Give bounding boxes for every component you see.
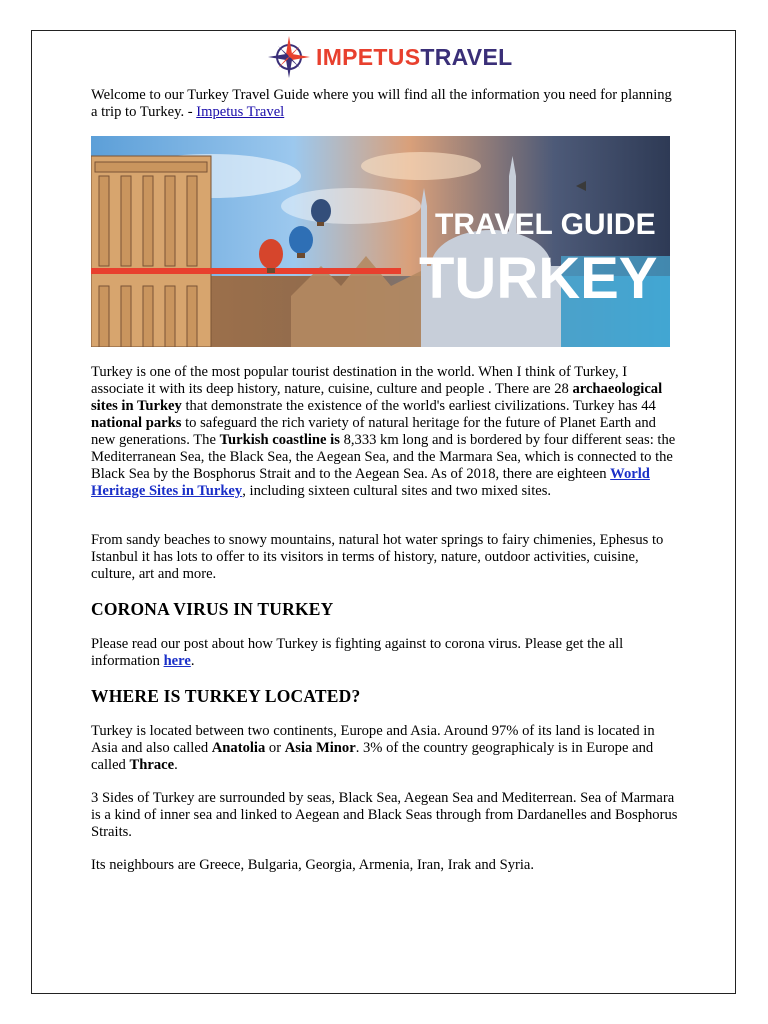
neighbours-paragraph: Its neighbours are Greece, Bulgaria, Georgia, Armenia, Iran, Irak and Syria. bbox=[91, 857, 535, 873]
overview-text-3: to safeguard the rich variety of natural heritage for the future of Planet Earth and new generations. The bbox=[91, 415, 656, 448]
banner-title-line1: TRAVEL GUIDE bbox=[435, 208, 656, 241]
brand-name-part2: TRAVEL bbox=[420, 43, 513, 70]
location-heading: WHERE IS TURKEY LOCATED? bbox=[91, 686, 361, 706]
corona-heading: CORONA VIRUS IN TURKEY bbox=[91, 599, 334, 619]
overview-text-1: Turkey is one of the most popular tourist destination in the world. When I think of Turkey, I associate it with its deep history, nature, cuisine, culture and people . There are 28 bbox=[91, 364, 628, 397]
coastline-bold: Turkish coastline is bbox=[219, 432, 340, 448]
corona-paragraph bbox=[91, 636, 681, 670]
intro-paragraph bbox=[91, 87, 681, 121]
impetus-travel-link[interactable]: Impetus Travel bbox=[196, 104, 285, 120]
world-heritage-link[interactable]: World Heritage Sites in Turkey bbox=[91, 466, 650, 499]
national-parks-bold: national parks bbox=[91, 415, 182, 431]
brand-name-part1: IMPETUS bbox=[316, 43, 421, 70]
location-text-4: . bbox=[174, 757, 178, 773]
corona-end: . bbox=[190, 653, 195, 669]
compass-star-icon bbox=[268, 36, 310, 78]
asia-minor-bold: Asia Minor bbox=[284, 740, 356, 756]
location-paragraph bbox=[91, 723, 681, 774]
corona-here-link[interactable]: here bbox=[163, 653, 191, 669]
anatolia-bold: Anatolia bbox=[211, 740, 266, 756]
overview-paragraph bbox=[91, 364, 681, 500]
highlights-paragraph: From sandy beaches to snowy mountains, natural hot water springs to fairy chimenies, Ephesus to Istanbul it has lots to offer to its visitors in terms of history, nature, outdoor activities, cuisine, culture, art and more. bbox=[91, 532, 664, 582]
brand-name bbox=[316, 44, 512, 71]
brand-logo[interactable] bbox=[268, 35, 512, 79]
travel-guide-banner bbox=[91, 136, 670, 347]
thrace-bold: Thrace bbox=[129, 757, 175, 773]
location-text-2: or bbox=[265, 740, 285, 756]
intro-text: Welcome to our Turkey Travel Guide where you will find all the information you need for planning a trip to Turkey. - bbox=[91, 87, 672, 120]
location-text-3: . 3% of the country geographicaly is in Europe and called bbox=[91, 740, 654, 773]
banner-title-line2: TURKEY bbox=[419, 246, 658, 311]
location-text-1: Turkey is located between two continents, Europe and Asia. Around 97% of its land is located in Asia and also called bbox=[91, 723, 655, 756]
banner-image bbox=[91, 136, 670, 347]
overview-text-4: 8,333 km long and is bordered by four different seas: the Mediterranean Sea, the Black Sea, the Aegean Sea, and the Marmara Sea, which is connected to the Black Sea by the Bosphorus Strait and to the Aegean Sea. As of 2018, there are eighteen bbox=[91, 432, 676, 482]
seas-paragraph: 3 Sides of Turkey are surrounded by seas, Black Sea, Aegean Sea and Mediterrean. Sea of Marmara is a kind of inner sea and linked to Aegean and Black Seas through from Dardanelles and Bosphorus Straits. bbox=[91, 790, 678, 840]
corona-text: Please read our post about how Turkey is fighting against to corona virus. Please get the all information bbox=[91, 636, 624, 669]
overview-text-5: , including sixteen cultural sites and two mixed sites. bbox=[242, 483, 552, 499]
archaeological-sites-bold: archaeological sites in Turkey bbox=[91, 381, 663, 414]
overview-text-2: that demonstrate the existence of the world's earliest civilizations. Turkey has 44 bbox=[181, 398, 656, 414]
